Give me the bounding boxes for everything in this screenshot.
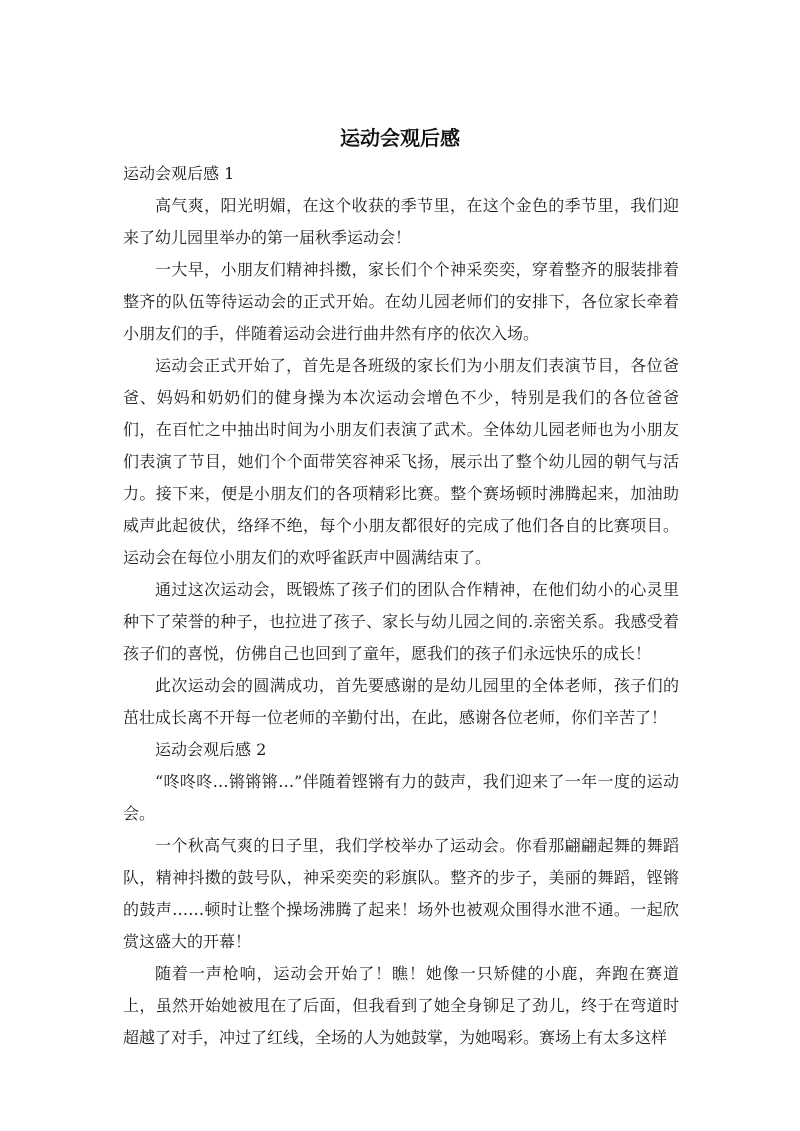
paragraph: 此次运动会的圆满成功，首先要感谢的是幼儿园里的全体老师，孩子们的茁壮成长离不开每一位老师的辛勤付出，在此，感谢各位老师，你们辛苦了！ <box>123 676 679 727</box>
section-heading-2: 运动会观后感 2 <box>155 740 267 759</box>
paragraph: 通过这次运动会，既锻炼了孩子们的团队合作精神，在他们幼小的心灵里种下了荣誉的种子，也拉进了孩子、家长与幼儿园之间的.亲密关系。我感受着孩子们的喜悦，仿佛自己也回到了童年，愿我们的孩子们永远快乐的成长！ <box>123 580 679 663</box>
paragraph: 高气爽，阳光明媚，在这个收获的季节里，在这个金色的季节里，我们迎来了幼儿园里举办的第一届秋季运动会！ <box>123 196 679 247</box>
document-title: 运动会观后感 <box>340 126 460 150</box>
document-body <box>123 158 679 1054</box>
paragraph: 随着一声枪响，运动会开始了！瞧！她像一只矫健的小鹿，奔跑在赛道上，虽然开始她被甩在了后面，但我看到了她全身铆足了劲儿，终于在弯道时超越了对手，冲过了红线，全场的人为她鼓掌，为她喝彩。赛场上有太多这样 <box>123 964 679 1047</box>
section-heading-1: 运动会观后感 1 <box>123 164 235 183</box>
paragraph: 运动会正式开始了，首先是各班级的家长们为小朋友们表演节目，各位爸爸、妈妈和奶奶们的健身操为本次运动会增色不少，特别是我们的各位爸爸们，在百忙之中抽出时间为小朋友们表演了武术。全体幼儿园老师也为小朋友们表演了节目，她们个个面带笑容神采飞扬，展示出了整个幼儿园的朝气与活力。接下来，便是小朋友们的各项精彩比赛。整个赛场顿时沸腾起来，加油助威声此起彼伏，络绎不绝，每个小朋友都很好的完成了他们各自的比赛项目。运动会在每位小朋友们的欢呼雀跃声中圆满结束了。 <box>123 356 679 567</box>
paragraph: “咚咚咚…锵锵锵…”伴随着铿锵有力的鼓声，我们迎来了一年一度的运动会。 <box>123 772 679 823</box>
paragraph: 一个秋高气爽的日子里，我们学校举办了运动会。你看那翩翩起舞的舞蹈队，精神抖擞的鼓号队，神采奕奕的彩旗队。整齐的步子，美丽的舞蹈，铿锵的鼓声……顿时让整个操场沸腾了起来！场外也被观众围得水泄不通。一起欣赏这盛大的开幕！ <box>123 836 679 951</box>
paragraph: 一大早，小朋友们精神抖擞，家长们个个神采奕奕，穿着整齐的服装排着整齐的队伍等待运动会的正式开始。在幼儿园老师们的安排下，各位家长牵着小朋友们的手，伴随着运动会进行曲井然有序的依次入场。 <box>123 260 679 343</box>
